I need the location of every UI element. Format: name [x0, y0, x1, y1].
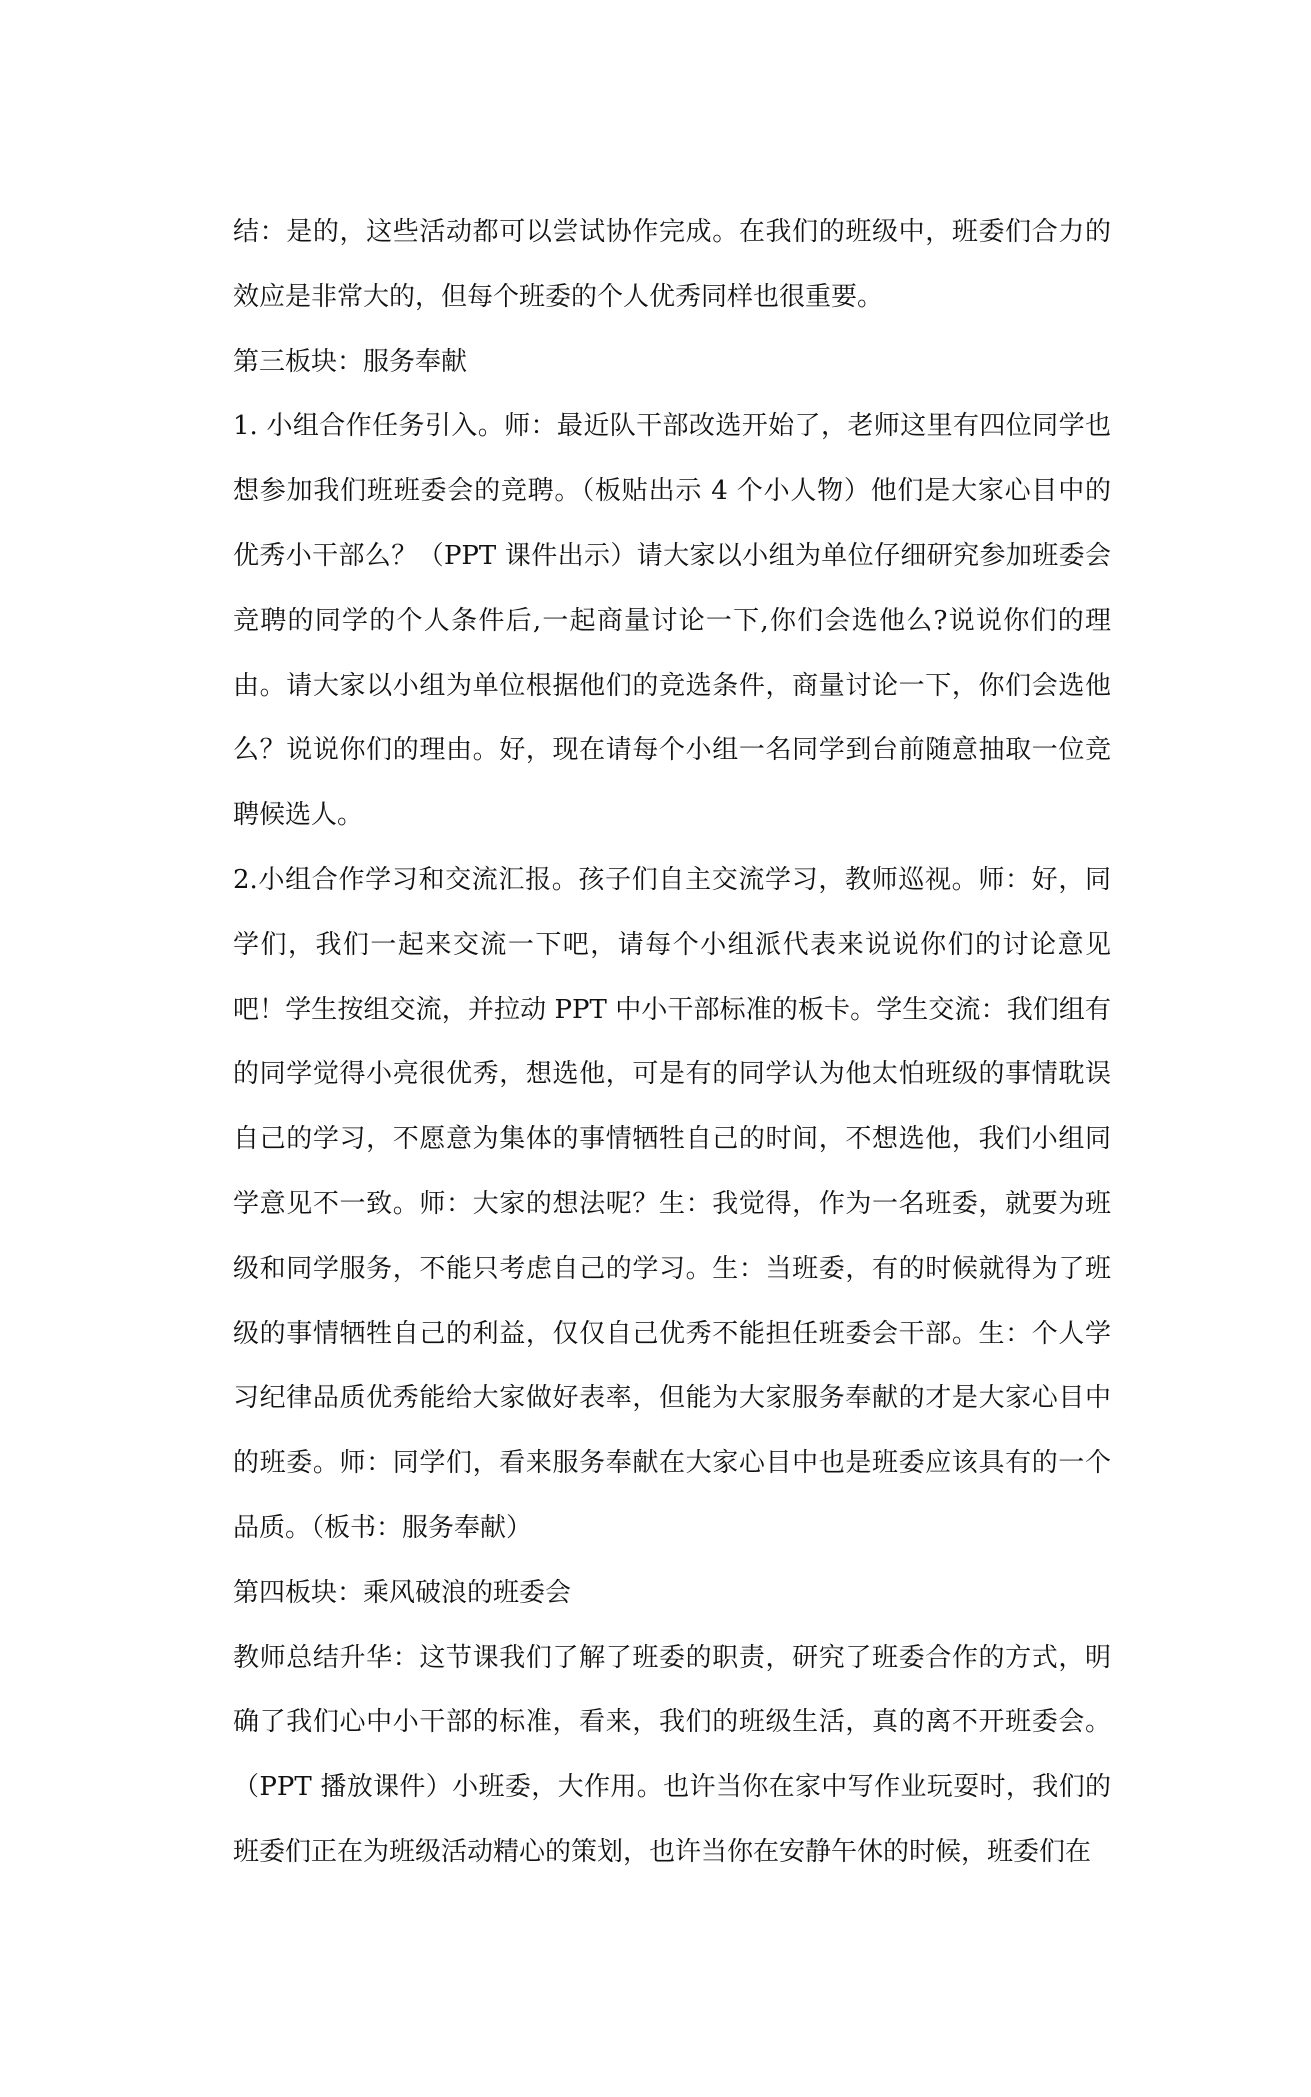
section-heading-4: 第四板块：乘风破浪的班委会 [233, 1577, 572, 1608]
paragraph-group-report: 2.小组合作学习和交流汇报。孩子们自主交流学习，教师巡视。师：好，同学们，我们一起来交流一下吧，请每个小组派代表来说说你们的讨论意见吧！学生按组交流，并拉动 PPT 中小干部标准的板卡。学生交流：我们组有的同学觉得小亮很优秀，想选他，可是有的同学认为他太怕班级的事情耽误自己的学习，不愿意为集体的事情牺牲自己的时间，不想选他，我们小组同学意见不一致。师：大家的想法呢？生：我觉得，作为一名班委，就要为班级和同学服务，不能只考虑自己的学习。生：当班委，有的时候就得为了班级的事情牺牲自己的利益，仅仅自己优秀不能担任班委会干部。生：个人学习纪律品质优秀能给大家做好表率，但能为大家服务奉献的才是大家心目中的班委。师：同学们，看来服务奉献在大家心目中也是班委应该具有的一个品质。（板书：服务奉献） [233, 864, 1111, 1543]
paragraph-task-intro: 1. 小组合作任务引入。师：最近队干部改选开始了，老师这里有四位同学也想参加我们班班委会的竞聘。（板贴出示 4 个小人物）他们是大家心目中的优秀小干部么？（PPT 课件出示）请大家以小组为单位仔细研究参加班委会竞聘的同学的个人条件后,一起商量讨论一下,你们会选他么?说说你们的理由。请大家以小组为单位根据他们的竞选条件，商量讨论一下，你们会选他么？说说你们的理由。好，现在请每个小组一名同学到台前随意抽取一位竞聘候选人。 [233, 411, 1111, 831]
document-body [233, 200, 1111, 1885]
paragraph-summary: 结：是的，这些活动都可以尝试协作完成。在我们的班级中，班委们合力的效应是非常大的，但每个班委的个人优秀同样也很重要。 [233, 217, 1111, 312]
section-heading-3: 第三板块：服务奉献 [233, 346, 468, 377]
paragraph-teacher-summary: 教师总结升华：这节课我们了解了班委的职责，研究了班委合作的方式，明确了我们心中小干部的标准，看来，我们的班级生活，真的离不开班委会。（PPT 播放课件）小班委，大作用。也许当你在家中写作业玩耍时，我们的班委们正在为班级活动精心的策划，也许当你在安静午休的时候，班委们在 [233, 1642, 1111, 1867]
